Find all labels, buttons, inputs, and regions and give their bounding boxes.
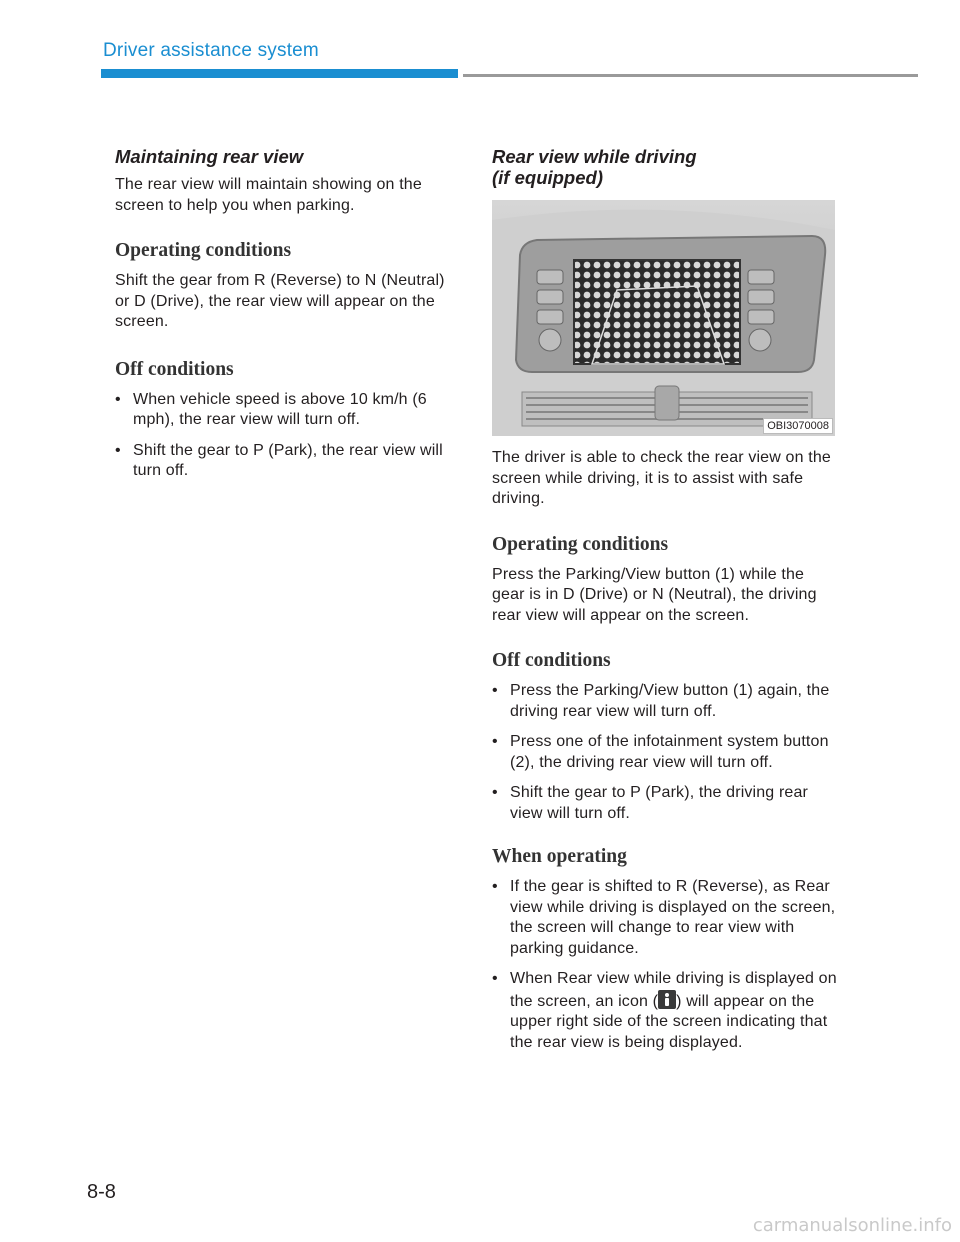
off-conditions-list — [115, 390, 460, 482]
operating-conditions-heading: Operating conditions — [115, 240, 292, 261]
figure-code: OBI3070008 — [763, 418, 833, 434]
list-item — [492, 969, 837, 1053]
when-operating-heading: When operating — [492, 846, 627, 867]
watermark: carmanualsonline.info — [752, 1215, 952, 1236]
maintaining-rear-view-heading: Maintaining rear view — [115, 146, 304, 167]
right-column — [492, 146, 837, 1063]
header-title: Driver assistance system — [103, 40, 319, 61]
when-operating-list — [492, 877, 837, 1053]
operating-conditions-heading: Operating conditions — [492, 533, 669, 555]
heading-line-1: Rear view while driving — [492, 146, 697, 167]
off-conditions-heading: Off conditions — [492, 650, 611, 671]
infotainment-illustration — [492, 200, 835, 436]
rear-view-driving-intro: The driver is able to check the rear view on the screen while driving, it is to assist with safe driving. — [492, 449, 831, 507]
off-conditions-heading: Off conditions — [115, 358, 234, 380]
list-item: • If the gear is shifted to R (Reverse), as Rear view while driving is displayed on the screen, the screen will change to rear view with parking guidance. — [492, 877, 837, 959]
operating-conditions-text: Shift the gear from R (Reverse) to N (Neutral) or D (Drive), the rear view will appear on the screen. — [115, 272, 445, 330]
rear-view-camera-icon — [658, 990, 676, 1009]
heading-line-2: (if equipped) — [492, 167, 603, 188]
header-rule-blue — [101, 69, 458, 78]
list-item: • When vehicle speed is above 10 km/h (6 mph), the rear view will turn off. — [115, 390, 460, 431]
off-conditions-list — [492, 681, 837, 824]
list-item: • Press one of the infotainment system button (2), the driving rear view will turn off. — [492, 732, 837, 773]
left-column — [115, 146, 460, 492]
header-rule-gray — [463, 74, 918, 77]
infotainment-figure — [492, 200, 835, 436]
rear-view-driving-heading — [492, 146, 837, 188]
item-text-after-icon: ) will appear on the upper right side of the screen indicating that the rear view is being displayed. — [510, 992, 828, 1051]
list-item: • Shift the gear to P (Park), the driving rear view will turn off. — [492, 783, 837, 824]
list-item: • Press the Parking/View button (1) again, the driving rear view will turn off. — [492, 681, 837, 722]
list-item: • Shift the gear to P (Park), the rear view will turn off. — [115, 441, 460, 482]
page-number: 8-8 — [87, 1181, 116, 1203]
operating-conditions-text: Press the Parking/View button (1) while the gear is in D (Drive) or N (Neutral), the driving rear view will appear on the screen. — [492, 565, 817, 624]
item-text-before-icon: When Rear view while driving is displayed on the screen, an icon ( — [510, 970, 837, 1010]
maintaining-rear-view-text: The rear view will maintain showing on the screen to help you when parking. — [115, 176, 422, 214]
